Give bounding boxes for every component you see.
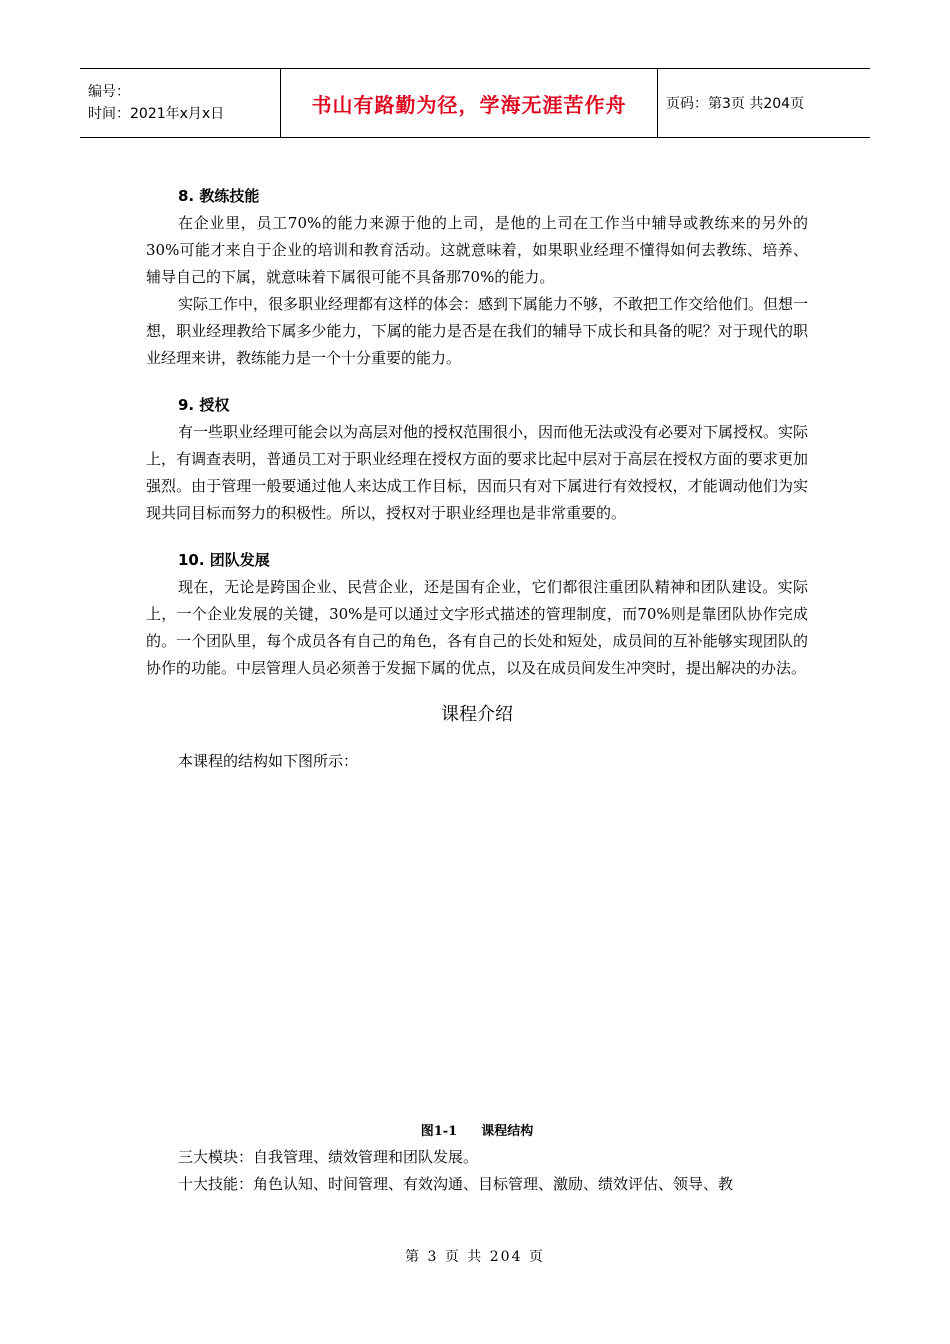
- section-paragraph: 有一些职业经理可能会以为高层对他的授权范围很小，因而他无法或没有必要对下属授权。实际上，有调查表明，普通员工对于职业经理在授权方面的要求比起中层对于高层在授权方面的要求更加强烈。由于管理一般要通过他人来达成工作目标，因而只有对下属进行有效授权，才能调动他们为实现共同目标而努力的积极性。所以，授权对于职业经理也是非常重要的。: [146, 423, 809, 522]
- course-intro-text: 本课程的结构如下图所示：: [178, 752, 359, 770]
- header-motto-cell: [280, 69, 658, 137]
- document-body: [146, 183, 808, 1198]
- section-paragraph: 现在，无论是跨国企业、民营企业，还是国有企业，它们都很注重团队精神和团队建设。实际上，一个企业发展的关键，30%是可以通过文字形式描述的管理制度，而70%则是靠团队协作完成的。一个团队里，每个成员各有自己的角色，各有自己的长处和短处，成员间的互补能够实现团队的协作的功能。中层管理人员必须善于发掘下属的优点，以及在成员间发生冲突时，提出解决的办法。: [146, 578, 808, 677]
- skills-line: 十大技能：角色认知、时间管理、有效沟通、目标管理、激励、绩效评估、领导、教: [178, 1175, 734, 1193]
- section-title-coaching: 8. 教练技能: [178, 187, 260, 205]
- header-page-info: 页码：第3页 共204页: [666, 96, 805, 112]
- figure-caption-text: 课程结构: [481, 1124, 534, 1139]
- course-intro-heading: 课程介绍: [441, 704, 513, 725]
- document-number-label: 编号：: [88, 84, 130, 100]
- header-page-info-cell: [658, 69, 870, 137]
- section-title-team-development: 10. 团队发展: [178, 551, 270, 569]
- page-header: [80, 68, 870, 138]
- section-title-delegation: 9. 授权: [178, 396, 230, 414]
- page-footer: 第 3 页 共 204 页: [405, 1249, 545, 1265]
- header-motto: 书山有路勤为径，学海无涯苦作舟: [311, 92, 627, 117]
- header-left: [80, 69, 280, 137]
- figure-caption: [146, 1120, 808, 1144]
- section-paragraph: 在企业里，员工70%的能力来源于他的上司，是他的上司在工作当中辅导或教练来的另外的30%可能才来自于企业的培训和教育活动。这就意味着，如果职业经理不懂得如何去教练、培养、辅导自己的下属，就意味着下属很可能不具备那70%的能力。: [146, 214, 808, 286]
- figure-number: 图1-1: [420, 1124, 458, 1139]
- modules-line: 三大模块：自我管理、绩效管理和团队发展。: [178, 1148, 479, 1166]
- section-paragraph: 实际工作中，很多职业经理都有这样的体会：感到下属能力不够，不敢把工作交给他们。但想一想，职业经理教给下属多少能力，下属的能力是否是在我们的辅导下成长和具备的呢？对于现代的职业经理来讲，教练能力是一个十分重要的能力。: [146, 295, 809, 367]
- figure-placeholder: [146, 775, 808, 1120]
- document-date: 时间：2021年x月x日: [88, 106, 225, 122]
